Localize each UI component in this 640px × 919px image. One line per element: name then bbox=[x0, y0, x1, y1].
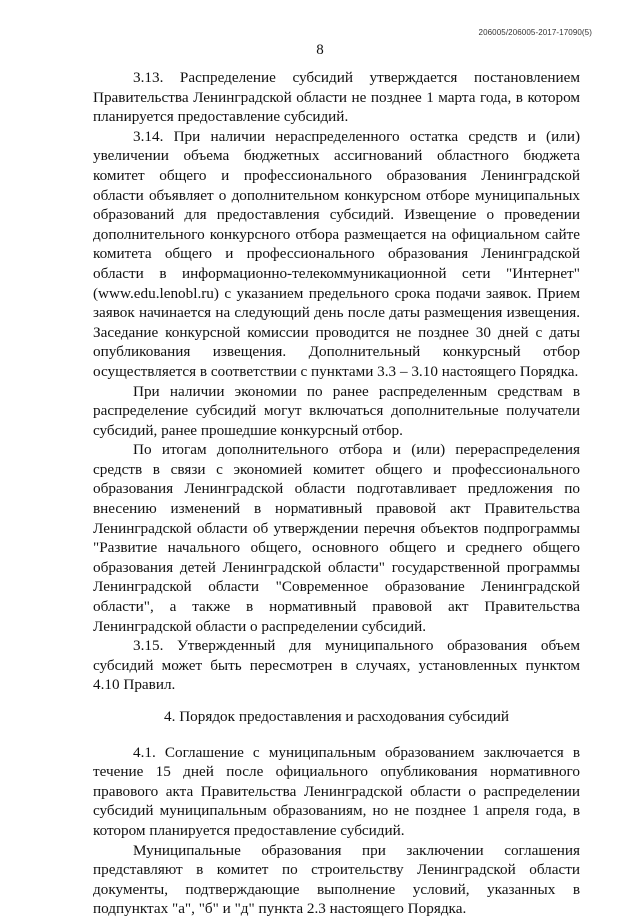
paragraph-4-1: 4.1. Соглашение с муниципальным образованием заключается в течение 15 дней после официального опубликования нормативного правового акта Правительства Ленинградской области о распределении субсидий муниципальным образованиям, но не позднее 1 апреля года, в котором планируется предоставление субсидий. bbox=[93, 743, 580, 839]
paragraph-additional-selection: По итогам дополнительного отбора и (или) перераспределения средств в связи с экономией комитет общего и профессионального образования Ленинградской области подготавливает предложения по внесению изменений в нормативный правовой акт Правительства Ленинградской области об утверждении перечня объектов подпрограммы "Развитие начального общего, основного общего и среднего общего образования детей Ленинградской области" государственной программы Ленинградской области "Современное образование Ленинградской области", а также в нормативный правовой акт Правительства Ленинградской области о распределении субсидий. bbox=[93, 441, 580, 635]
document-body bbox=[93, 68, 580, 919]
paragraph-municipal-documents: Муниципальные образования при заключении соглашения представляют в комитет по строительству Ленинградской области документы, подтверждающие выполнение условий, указанных в подпунктах "а", "б" и "д" пункта 2.3 настоящего Порядка. bbox=[93, 841, 580, 918]
paragraph-3-15: 3.15. Утвержденный для муниципального образования объем субсидий может быть пересмотрен в случаях, установленных пунктом 4.10 Правил. bbox=[93, 637, 580, 694]
page-number: 8 bbox=[316, 42, 324, 58]
document-id: 206005/206005-2017-17090(5) bbox=[478, 28, 592, 37]
paragraph-3-13: 3.13. Распределение субсидий утверждается постановлением Правительства Ленинградской области не позднее 1 марта года, в котором планируется предоставление субсидий. bbox=[93, 69, 580, 126]
section-heading: 4. Порядок предоставления и расходования субсидий bbox=[164, 708, 509, 725]
paragraph-economy: При наличии экономии по ранее распределенным средствам в распределение субсидий могут включаться дополнительные получатели субсидий, ранее прошедшие конкурсный отбор. bbox=[93, 382, 580, 439]
paragraph-3-14: 3.14. При наличии нераспределенного остатка средств и (или) увеличении объема бюджетных ассигнований областного бюджета комитет общего и профессионального образования Ленинградской области объявляет о дополнительном конкурсном отборе муниципальных образований для предоставления субсидий. Извещение о проведении дополнительного конкурсного отбора размещается на официальном сайте комитета общего и профессионального образования Ленинградской области в информационно-телекоммуникационной сети "Интернет" (www.edu.lenobl.ru) с указанием предельного срока подачи заявок. Прием заявок начинается на следующий день после даты размещения извещения. Заседание конкурсной комиссии проводится не позднее 30 дней с даты опубликования извещения. Дополнительный конкурсный отбор осуществляется в соответствии с пунктами 3.3 – 3.10 настоящего Порядка. bbox=[93, 127, 580, 380]
